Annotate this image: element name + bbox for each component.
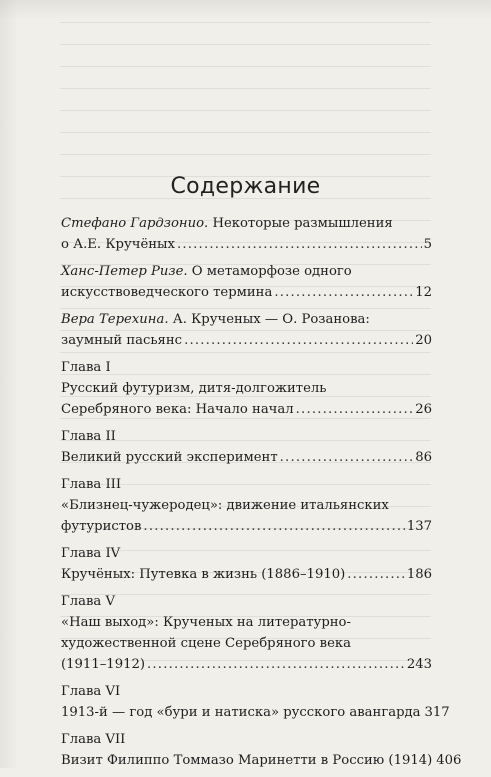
toc-entry-first-line: [61, 261, 432, 282]
toc-title-part: Визит Филиппо Томмазо Маринетти в Россию (1914): [61, 753, 433, 768]
toc-page-number: 12: [415, 285, 432, 300]
toc-title-part: искусствоведческого термина: [61, 285, 273, 300]
toc-page-number: 243: [406, 657, 432, 672]
dot-leader: [347, 564, 405, 585]
toc-entry[interactable]: [61, 426, 432, 468]
toc-entry[interactable]: [61, 543, 432, 585]
toc-chapter-label: Глава I: [61, 360, 111, 375]
toc-chapter-label: Глава IV: [61, 546, 121, 561]
dot-leader: [280, 447, 414, 468]
toc-title-part: (1911–1912): [61, 657, 146, 672]
toc-entry-last-line: [61, 654, 432, 675]
toc-entry-first-line: [61, 309, 432, 330]
toc-chapter-label: Глава VII: [61, 732, 126, 747]
toc-entry-last-line: [61, 282, 432, 303]
dot-leader: [177, 234, 422, 255]
toc-entry[interactable]: [61, 591, 432, 675]
toc-title-part: Великий русский эксперимент: [61, 450, 278, 465]
table-of-contents: [61, 213, 462, 777]
toc-title-part: художественной сцене Серебряного века: [61, 636, 352, 651]
toc-chapter-label: Глава V: [61, 594, 115, 609]
toc-page-number: 406: [436, 753, 462, 768]
dot-leader: [296, 399, 414, 420]
toc-entry-last-line: [61, 399, 432, 420]
toc-page-number: 20: [415, 333, 432, 348]
toc-entry-last-line: [61, 330, 432, 351]
toc-author: Вера Терехина.: [61, 312, 169, 327]
toc-entry-last-line: [61, 447, 432, 468]
toc-chapter-label: Глава VI: [61, 684, 121, 699]
toc-page-number: 26: [415, 402, 432, 417]
toc-entry[interactable]: [61, 729, 462, 771]
toc-page-number: 317: [424, 705, 450, 720]
toc-entry[interactable]: [61, 261, 432, 303]
toc-title-part: Серебряного века: Начало начал: [61, 402, 294, 417]
toc-title-part: А. Крученых — О. Розанова:: [168, 312, 370, 327]
toc-chapter-label: Глава II: [61, 429, 116, 444]
toc-chapter-label: Глава III: [61, 477, 122, 492]
toc-entry[interactable]: [61, 213, 432, 255]
page-title: Содержание: [170, 174, 321, 199]
toc-entry-last-line: [61, 564, 432, 585]
dot-leader: [274, 282, 413, 303]
toc-title-part: футуристов: [61, 519, 142, 534]
toc-page-number: 137: [406, 519, 432, 534]
dot-leader: [184, 330, 413, 351]
toc-entry[interactable]: [61, 474, 432, 537]
toc-entry-last-line: [61, 234, 432, 255]
toc-author: Ханс-Петер Ризе.: [61, 264, 188, 279]
toc-entry[interactable]: [61, 357, 432, 420]
toc-title-part: «Наш выход»: Крученых на литературно-: [61, 615, 351, 630]
toc-entry-last-line: [61, 702, 450, 723]
toc-entry[interactable]: [61, 309, 432, 351]
toc-entry-first-line: [61, 213, 432, 234]
dot-leader: [147, 654, 405, 675]
toc-title-part: О метаморфозе одного: [187, 264, 352, 279]
toc-author: Стефано Гардзонио.: [61, 216, 209, 231]
toc-entry[interactable]: [61, 681, 450, 723]
toc-page-number: 5: [423, 237, 432, 252]
toc-title-part: 1913-й — год «бури и натиска» русского авангарда: [61, 705, 421, 720]
toc-title-part: заумный пасьянс: [61, 333, 183, 348]
toc-title-part: «Близнец-чужеродец»: движение итальянских: [61, 498, 389, 513]
toc-title-part: Русский футуризм, дитя-долгожитель: [61, 381, 327, 396]
toc-title-part: Кручёных: Путевка в жизнь (1886–1910): [61, 567, 346, 582]
dot-leader: [143, 516, 404, 537]
toc-page-number: 86: [415, 450, 432, 465]
toc-title-part: Некоторые размышления: [208, 216, 393, 231]
toc-title-part: о А.Е. Кручёных: [61, 237, 175, 252]
toc-entry-last-line: [61, 516, 432, 537]
toc-page-number: 186: [406, 567, 432, 582]
